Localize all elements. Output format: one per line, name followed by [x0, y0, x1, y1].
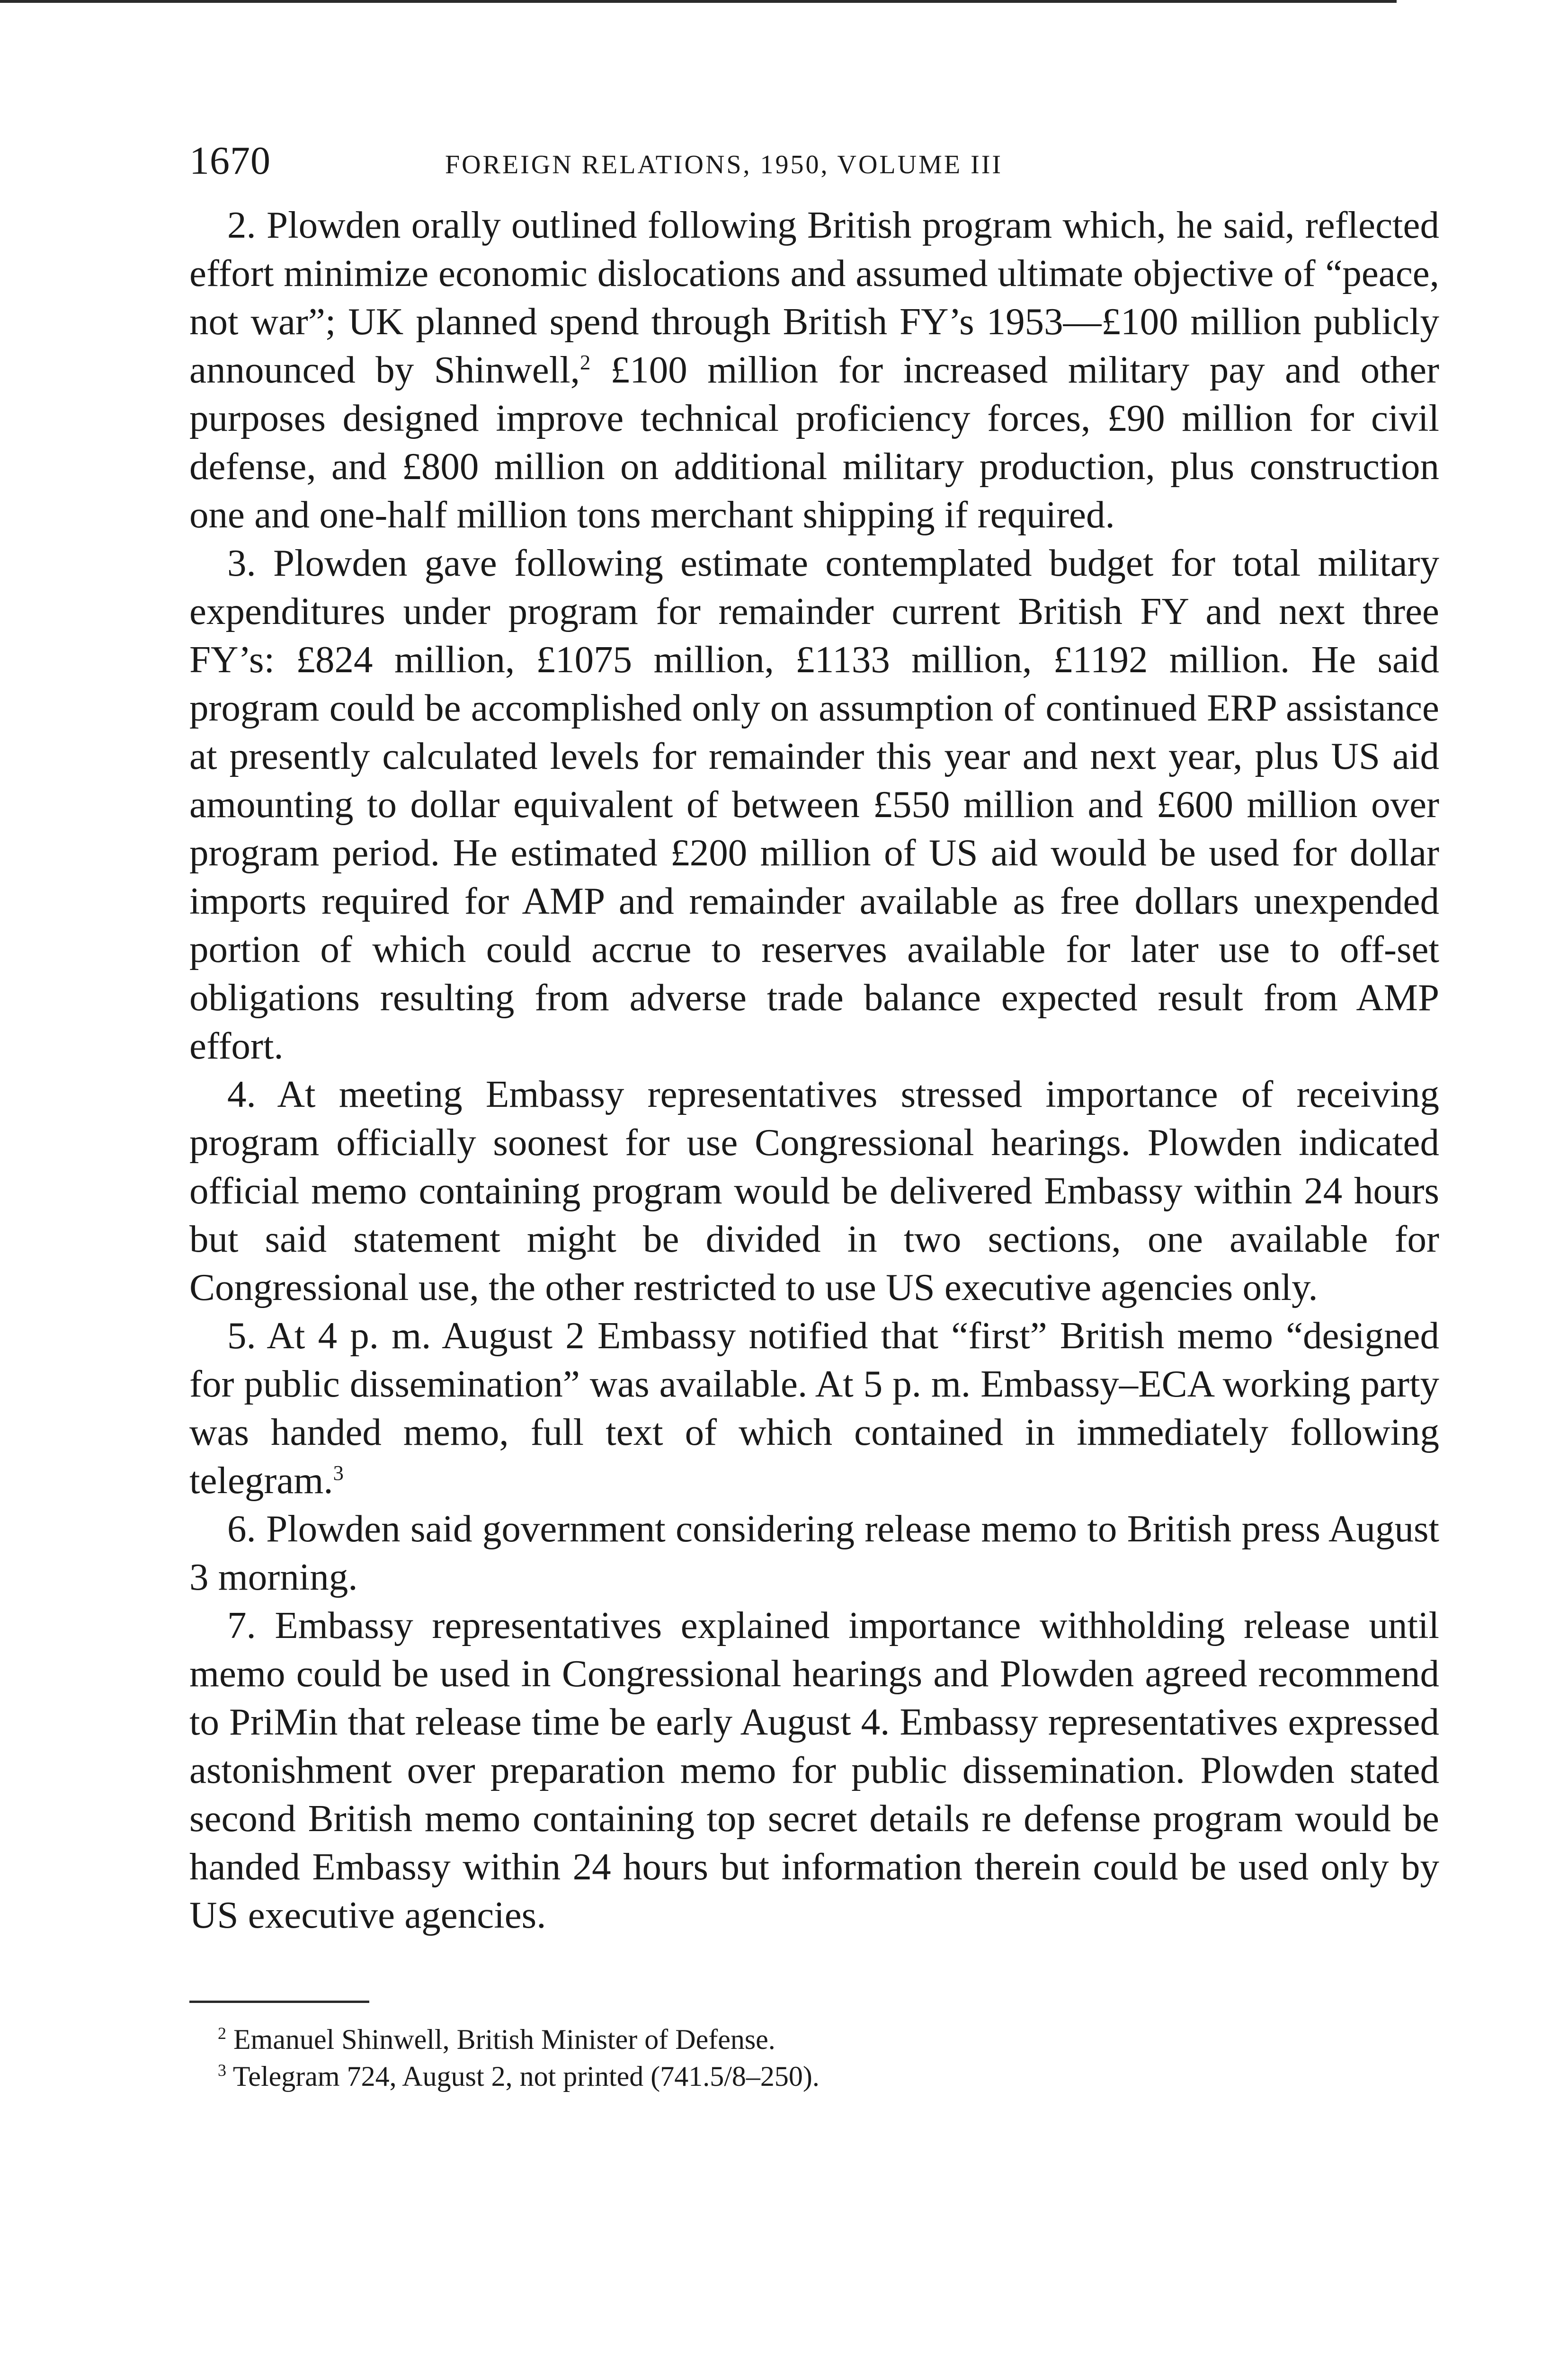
paragraph-text: 6. Plowden said government considering release memo to British press August 3 morning.	[189, 1507, 1439, 1598]
paragraph-2	[189, 201, 1439, 539]
paragraph-4	[189, 1070, 1439, 1311]
footnote-text: Emanuel Shinwell, British Minister of Defense.	[226, 2024, 775, 2055]
paragraph-text: 2. Plowden orally outlined following British program which, he said, reflected effort minimize economic dislocations and assumed ultimate objective of “peace, not war”; UK planned spend through British FY’s 1953—£100 million publicly announced by Shinwell,	[189, 204, 1439, 391]
running-header	[189, 137, 1439, 189]
paragraph-6	[189, 1504, 1439, 1601]
top-edge-rule	[0, 0, 1397, 3]
body-text	[189, 201, 1439, 1939]
paragraph-5	[189, 1311, 1439, 1504]
footnote-reference: 3	[333, 1461, 344, 1485]
paragraph-7	[189, 1601, 1439, 1939]
paragraph-text: 5. At 4 p. m. August 2 Embassy notified that “first” British memo “designed for public dissemination” was available. At 5 p. m. Embassy–ECA working party was handed memo, full text of which contained in immediately following telegram.	[189, 1314, 1439, 1502]
paragraph-text: 4. At meeting Embassy representatives stressed importance of receiving program officially soonest for use Congressional hearings. Plowden indicated official memo containing program would be delivered Embassy within 24 hours but said statement might be divided in two sections, one available for Congressional use, the other restricted to use US executive agencies only.	[189, 1073, 1439, 1308]
footnotes	[189, 2021, 1439, 2095]
page-number: 1670	[189, 139, 271, 183]
footnote-text: Telegram 724, August 2, not printed (741.5/8–250).	[226, 2061, 820, 2092]
document-page	[189, 137, 1439, 2095]
footnote-divider	[189, 2001, 369, 2003]
running-title: FOREIGN RELATIONS, 1950, VOLUME III	[445, 150, 1003, 179]
paragraph-text: 3. Plowden gave following estimate contemplated budget for total military expenditures under program for remainder current British FY and next three FY’s: £824 million, £1075 million, £1133 million, £1192 million. He said program could be accomplished only on assumption of continued ERP assistance at presently calculated levels for remainder this year and next year, plus US aid amounting to dollar equivalent of between £550 million and £600 million over program period. He estimated £200 million of US aid would be used for dollar imports required for AMP and remainder available as free dollars unexpended portion of which could accrue to reserves available for later use to off-set obligations resulting from adverse trade balance expected result from AMP effort.	[189, 542, 1439, 1067]
footnote-3	[189, 2058, 1439, 2095]
footnote-mark: 2	[218, 2024, 226, 2043]
footnote-reference: 2	[580, 350, 591, 374]
paragraph-text: 7. Embassy representatives explained importance withholding release until memo could be used in Congressional hearings and Plowden agreed recommend to PriMin that release time be early August 4. Embassy representatives expressed astonishment over preparation memo for public dissemination. Plowden stated second British memo containing top secret details re defense program would be handed Embassy within 24 hours but information therein could be used only by US executive agencies.	[189, 1604, 1439, 1936]
paragraph-3	[189, 539, 1439, 1070]
footnote-mark: 3	[218, 2061, 226, 2080]
paragraph-text-continued: £100 million for increased military pay and other purposes designed improve technical proficiency forces, £90 million for civil defense, and £800 million on additional military production, plus construction one and one-half million tons merchant shipping if required.	[189, 348, 1439, 536]
footnote-2	[189, 2021, 1439, 2058]
